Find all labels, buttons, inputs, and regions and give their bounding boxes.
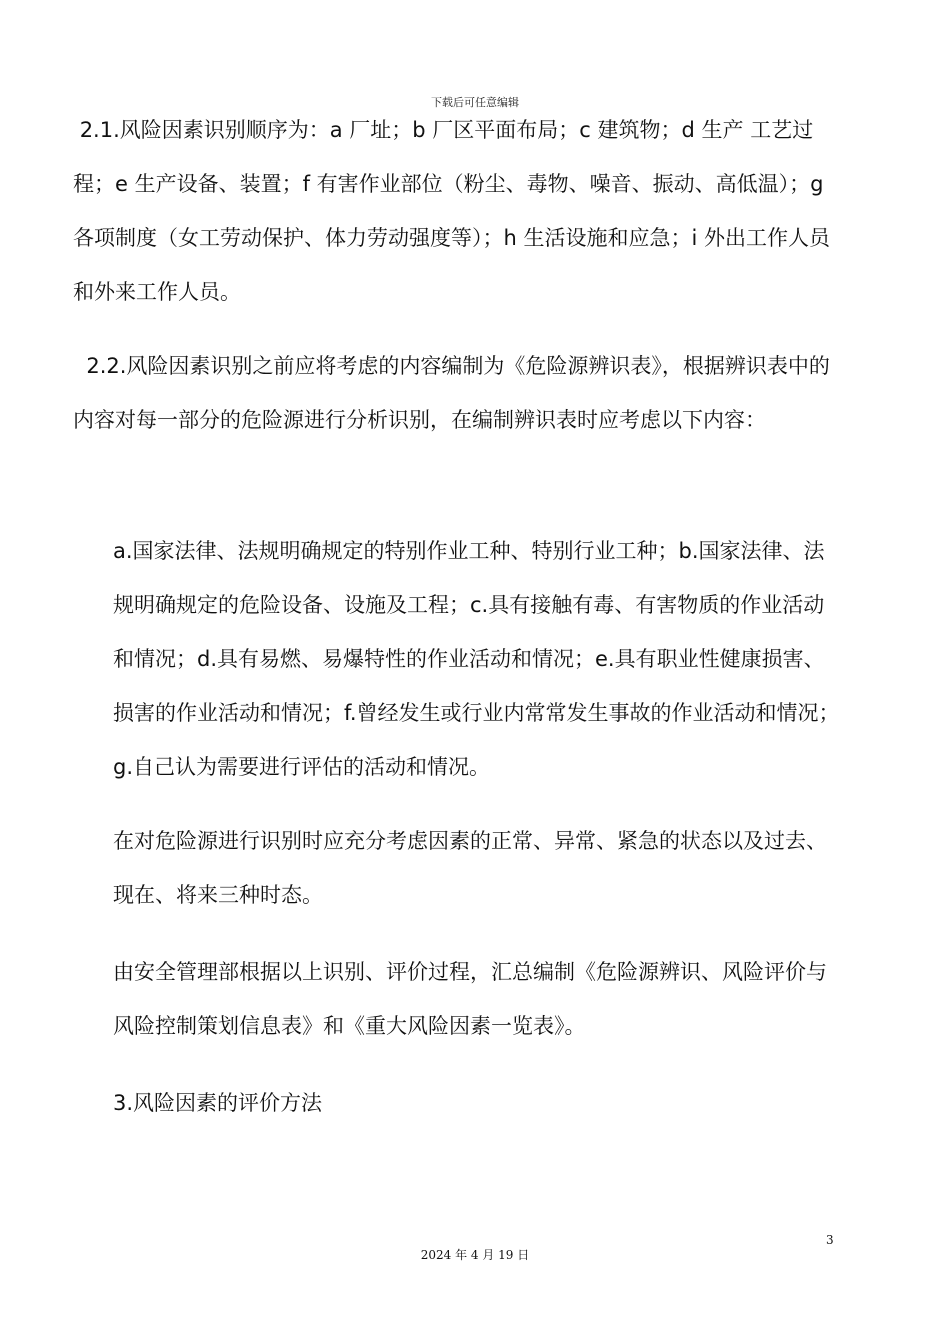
- paragraph-considerations-list: a.国家法律、法规明确规定的特别作业工种、特别行业工种；b.国家法律、法规明确规定的危险设备、设施及工程；c.具有接触有毒、有害物质的作业活动和情况；d.具有易燃、易爆特性的作业活动和情况；e.具有职业性健康损害、损害的作业活动和情况；f.曾经发生或行业内常常发生事故的作业活动和情况；g.自己认为需要进行评估的活动和情况。: [113, 539, 840, 779]
- page-number: 3: [826, 1233, 834, 1247]
- paragraph-hazard-identification-table: 2.2.风险因素识别之前应将考虑的内容编制为《危险源辨识表》，根据辨识表中的内容对每一部分的危险源进行分析识别，在编制辨识表时应考虑以下内容：: [73, 354, 830, 432]
- footer-date: 2024 年 4 月 19 日: [420, 1248, 530, 1262]
- paragraph-summary-compilation: 由安全管理部根据以上识别、评价过程，汇总编制《危险源辨识、风险评价与风险控制策划信息表》和《重大风险因素一览表》。: [113, 960, 827, 1038]
- section-heading-evaluation-method: 3.风险因素的评价方法: [113, 1091, 323, 1115]
- paragraph-risk-identification-order: 2.1.风险因素识别顺序为：a 厂址；b 厂区平面布局；c 建筑物；d 生产 工艺过程；e 生产设备、装置；f 有害作业部位（粉尘、毒物、噪音、振动、高低温）；g 各项制度（女工劳动保护、体力劳动强度等）；h 生活设施和应急；i 外出工作人员和外来工作人员。: [73, 118, 831, 304]
- paragraph-states-and-tenses: 在对危险源进行识别时应充分考虑因素的正常、异常、紧急的状态以及过去、现在、将来三种时态。: [113, 829, 827, 907]
- header-note: 下载后可任意编辑: [431, 96, 519, 109]
